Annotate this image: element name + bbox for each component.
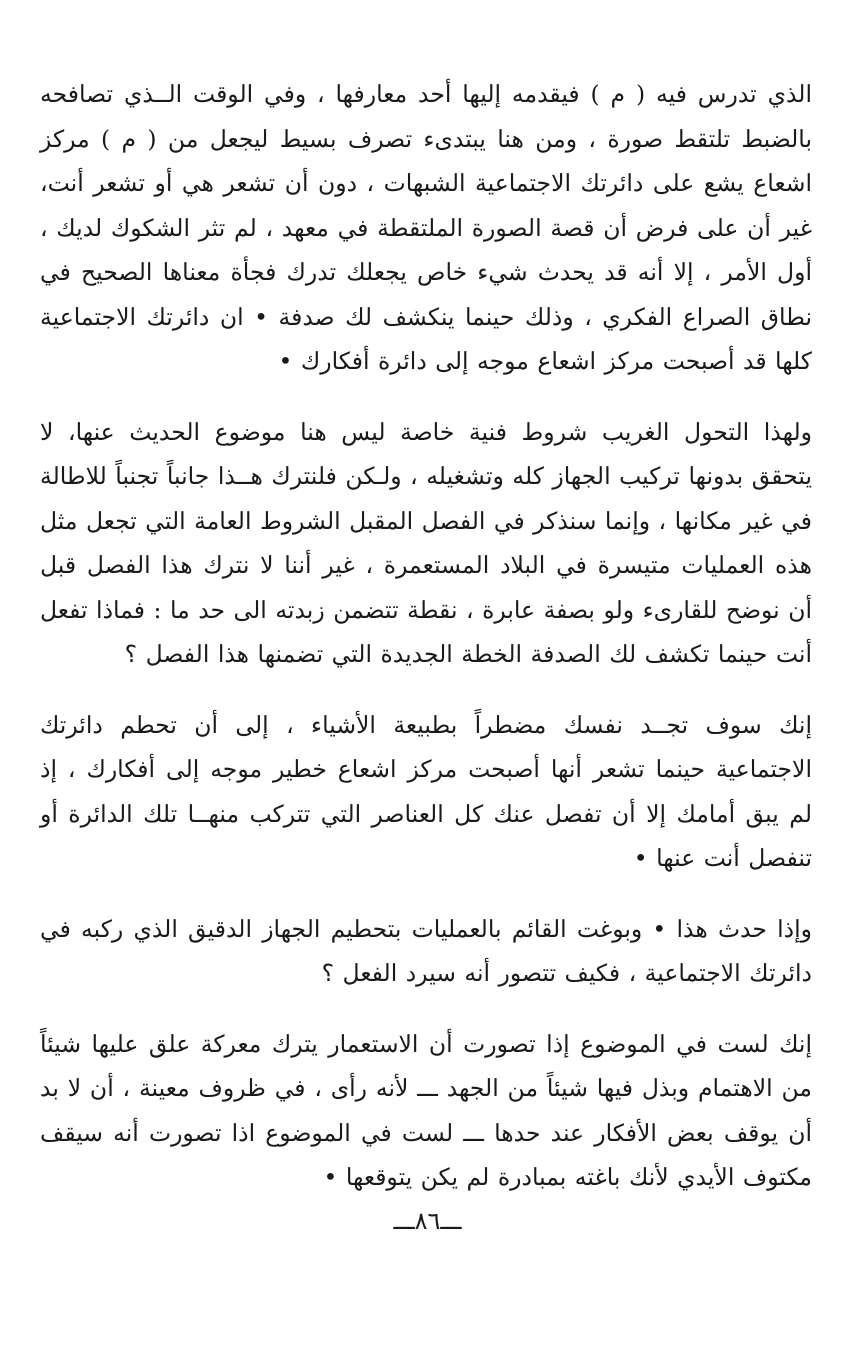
paragraph-2: ولهذا التحول الغريب شروط فنية خاصة ليس هنا موضوع الحديث عنها، لا يتحقق بدونها تركيب الجهاز كله وتشغيله ، ولـكن فلنترك هــذا جانباً تجنباً للاطالة في غير مكانها ، وإنما سنذكر في الفصل المقبل الشروط العامة التي تجعل مثل هذه العمليات متيسرة في البلاد المستعمرة ، غير أننا لا نترك هذا الفصل قبل أن نوضح للقارىء ولو بصفة عابرة ، نقطة تتضمن زبدته الى حد ما : فماذا تفعل أنت حينما تكشف لك الصدفة الخطة الجديدة التي تضمنها هذا الفصل ؟ <box>40 417 812 668</box>
paragraph-5: إنك لست في الموضوع إذا تصورت أن الاستعمار يترك معركة علق عليها شيئاً من الاهتمام وبذل فيها شيئاً من الجهد ـــ لأنه رأى ، في ظروف معينة ، أن لا بد أن يوقف بعض الأفكار عند حدها ـــ لست في الموضوع اذا تصورت أنه سيقف مكتوف الأيدي لأنك باغته بمبادرة لم يكن يتوقعها • <box>40 1029 812 1191</box>
paragraph-3: إنك سوف تجــد نفسك مضطراً بطبيعة الأشياء ، إلى أن تحطم دائرتك الاجتماعية حينما تشعر أنها أصبحت مركز اشعاع خطير موجه إلى أفكارك ، إذ لم يبق أمامك إلا أن تفصل عنك كل العناصر التي تتركب منهــا تلك الدائرة أو تنفصل أنت عنها • <box>40 710 812 872</box>
paragraph-1: الذي تدرس فيه ( م ) فيقدمه إليها أحد معارفها ، وفي الوقت الــذي تصافحه بالضبط تلتقط صورة ، ومن هنا يبتدىء تصرف بسيط ليجعل من ( م ) مركز اشعاع يشع على دائرتك الاجتماعية الشبهات ، دون أن تشعر هي أو تشعر أنت، غير أن على فرض أن قصة الصورة الملتقطة في معهد ، لم تثر الشكوك لديك ، أول الأمر ، إلا أنه قد يحدث شيء خاص يجعلك تدرك فجأة معناها الصحيح في نطاق الصراع الفكري ، وذلك حينما ينكشف لك صدفة • ان دائرتك الاجتماعية كلها قد أصبحت مركز اشعاع موجه إلى دائرة أفكارك • <box>40 80 812 375</box>
document-page <box>40 72 812 1200</box>
paragraph-4: وإذا حدث هذا • وبوغت القائم بالعمليات بتحطيم الجهاز الدقيق الذي ركبه في دائرتك الاجتماعية ، فكيف تتصور أنه سيرد الفعل ؟ <box>40 914 812 987</box>
page-number: ـــ٨٦ـــ <box>393 1207 462 1235</box>
